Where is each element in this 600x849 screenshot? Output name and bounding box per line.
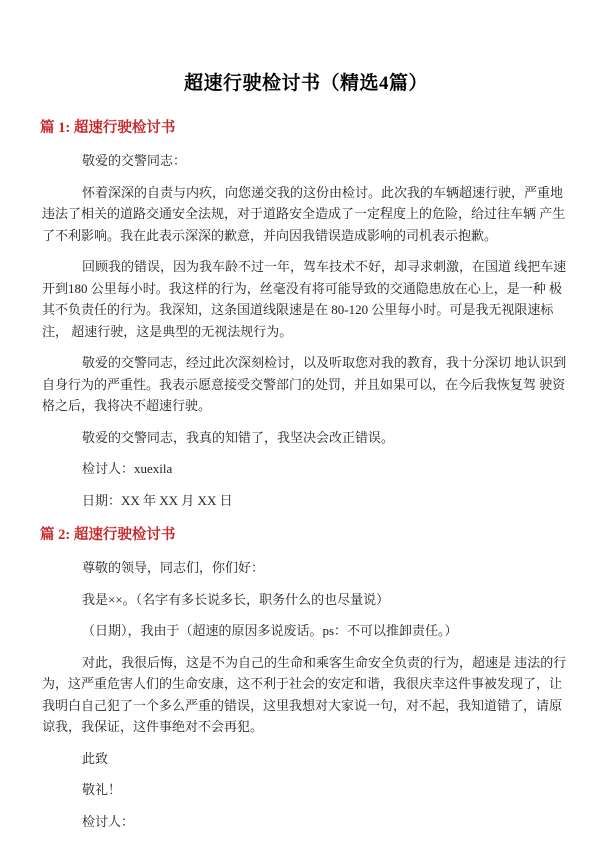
- s1-paragraph-2: 回顾我的错误，因为我车龄不过一年，驾车技术不好，却寻求刺激，在国道 线把车速开到180 公里每小时。我这样的行为，丝毫没有将可能导致的交通隐患放在心上，是一种 极其不负责任的行为。我深知，这条国道线限速是在 80-120 公里每小时。可是我无视限速标注， 超速行驶，这是典型的无视法规行为。: [42, 259, 567, 339]
- s2-intro-line: 我是××。（名字有多长说多长，职务什么的也尽量说）: [82, 591, 390, 607]
- section-2: [42, 525, 570, 832]
- s1-signature-line: 检讨人：xuexila: [82, 461, 173, 476]
- s2-closing-salute: 敬礼！: [82, 782, 122, 797]
- s2-paragraph-1: 对此，我很后悔，这是不为自己的生命和乘客生命安全负责的行为，超速是 违法的行为，这严重危害人们的生命安康，这不利于社会的安定和谐，我很庆幸这件事被发现了，让我明白自己犯了一个多么严重的错误，这里我想对大家说一句，对不起，我知道错了，请原 谅我，我保证，这件事绝对不会再犯。: [42, 654, 567, 734]
- page-title: 超速行驶检讨书（精选4篇）: [183, 73, 428, 94]
- s2-date-line: （日期），我由于（超速的原因多说废话。ps：不可以推卸责任。）: [82, 623, 458, 638]
- section-1-heading: 篇 1: 超速行驶检讨书: [40, 120, 176, 136]
- s2-salutation: 尊敬的领导，同志们，你们好：: [82, 560, 265, 575]
- s1-paragraph-4: 敬爱的交警同志，我真的知错了，我坚决会改正错误。: [82, 429, 395, 445]
- s2-signature-line: 检讨人：: [82, 813, 135, 829]
- section-1: [42, 118, 570, 511]
- s1-paragraph-1: 怀着深深的自责与内疚，向您递交我的这份由检讨。此次我的车辆超速行驶，严重地违法了相关的道路交通安全法规，对于道路安全造成了一定程度上的危险，给过往车辆 产生了不利影响。我在此表示深深的歉意，并向因我错误造成影响的司机表示抱歉。: [42, 184, 566, 243]
- s2-closing-cizhi: 此致: [82, 750, 109, 766]
- s1-salutation: 敬爱的交警同志：: [82, 153, 187, 168]
- s1-paragraph-3: 敬爱的交警同志，经过此次深刻检讨，以及听取您对我的教育，我十分深切 地认识到自身行为的严重性。我表示愿意接受交警部门的处罚，并且如果可以，在今后我恢复驾 驶资格之后，我将决不超速行驶。: [42, 355, 567, 413]
- section-2-heading: 篇 2: 超速行驶检讨书: [40, 527, 176, 543]
- s1-date-line: 日期：XX 年 XX 月 XX 日: [82, 492, 233, 508]
